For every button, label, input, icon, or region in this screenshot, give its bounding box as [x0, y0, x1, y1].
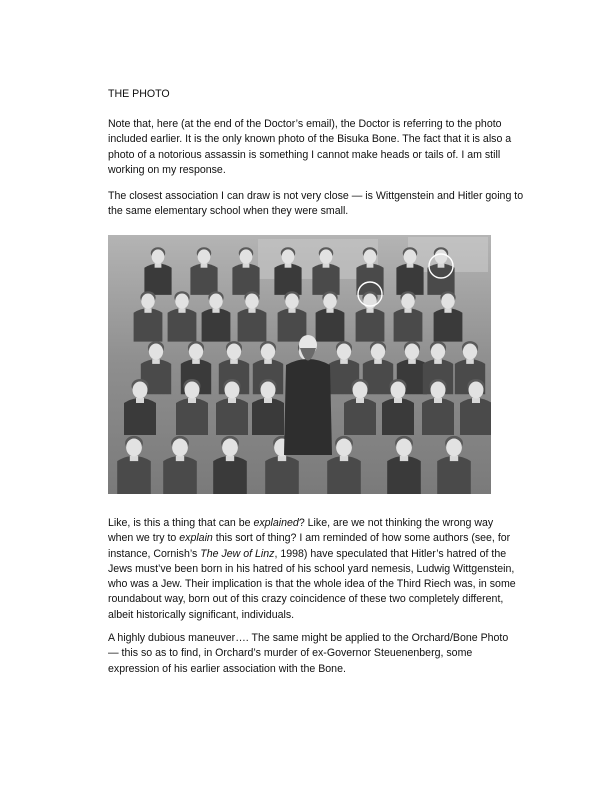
person-face: [261, 382, 276, 399]
person-collar: [407, 263, 414, 267]
person-collar: [155, 263, 162, 267]
person-collar: [285, 263, 292, 267]
person-body: [387, 456, 421, 494]
text-line: [108, 516, 548, 531]
person-collar: [228, 398, 236, 403]
person-body: [278, 308, 307, 341]
person-body: [252, 398, 284, 435]
person-collar: [288, 308, 295, 313]
person-collar: [152, 359, 160, 364]
person-collar: [374, 359, 382, 364]
person-face: [189, 343, 203, 359]
person-collar: [323, 263, 330, 267]
text-line: expression of his earlier association with the Bone.: [108, 662, 346, 675]
person-face: [463, 343, 477, 359]
person-face: [337, 343, 351, 359]
person-body: [434, 308, 463, 341]
text-line: The closest association I can draw is not very close — is Wittgenstein and Hitler going to: [108, 190, 524, 202]
text-line: — this so as to find, in Orchard’s murder of ex-Governor Steuenenberg, some: [108, 647, 473, 660]
person-collar: [130, 456, 138, 461]
person-collar: [212, 308, 219, 313]
person-face: [285, 293, 299, 308]
paragraph-photo-note: [108, 117, 548, 178]
person-face: [185, 382, 200, 399]
text-line: roundabout way, born out of this crazy coincidence of these two completely different,: [108, 593, 504, 606]
person-face: [435, 249, 448, 263]
person-body: [168, 308, 197, 341]
person-collar: [394, 398, 402, 403]
person-body: [356, 263, 383, 294]
person-face: [371, 343, 385, 359]
person-face: [141, 293, 155, 308]
person-body: [176, 398, 208, 435]
person-face: [404, 249, 417, 263]
person-collar: [264, 398, 272, 403]
paragraph-association: [108, 189, 548, 220]
text-line: working on my response.: [108, 163, 226, 176]
text-line: albeit historically significant, individuals.: [108, 608, 295, 621]
person-body: [238, 308, 267, 341]
text-run: when we try to: [108, 532, 180, 545]
person-face: [172, 439, 188, 457]
person-collar: [188, 398, 196, 403]
section-heading: THE PHOTO: [108, 88, 170, 100]
person-face: [320, 249, 333, 263]
person-collar: [243, 263, 250, 267]
text-line: [108, 531, 548, 546]
emphasis: explained: [253, 517, 299, 529]
person-body: [437, 456, 471, 494]
person-collar: [400, 456, 408, 461]
person-collar: [192, 359, 200, 364]
person-body: [202, 308, 231, 341]
person-body: [190, 263, 217, 294]
person-body: [460, 398, 491, 435]
person-body: [163, 456, 197, 494]
person-body: [117, 456, 151, 494]
person-collar: [472, 398, 480, 403]
person-collar: [356, 398, 364, 403]
book-title: The Jew of Linz: [200, 547, 275, 560]
text-line: included earlier. It is the only known photo of the Bisuka Bone. The fact that it is also a: [108, 133, 512, 146]
text-line: Note that, here (at the end of the Doctor’s email), the Doctor is referring to the photo: [108, 118, 502, 130]
person-collar: [230, 359, 238, 364]
text-line: who was a Jew. Their implication is that the whole idea of the Third Riech was, in some: [108, 578, 516, 591]
person-collar: [248, 308, 255, 313]
person-face: [364, 249, 377, 263]
person-face: [225, 382, 240, 399]
text-line: Jews must’ve been born in his hatred of his school yard nemesis, Ludwig Wittgenstein,: [108, 562, 515, 575]
text-line: the same elementary school when they were small.: [108, 205, 349, 218]
person-body: [427, 263, 454, 294]
person-collar: [408, 359, 416, 364]
paragraph-explanation: [108, 516, 548, 623]
school-class-photo: [108, 235, 491, 494]
person-body: [134, 308, 163, 341]
person-collar: [178, 308, 185, 313]
person-body: [382, 398, 414, 435]
person-collar: [176, 456, 184, 461]
person-face: [126, 439, 142, 457]
person-face: [396, 439, 412, 457]
person-body: [124, 398, 156, 435]
person-body: [216, 398, 248, 435]
person-collar: [434, 359, 442, 364]
person-body: [422, 398, 454, 435]
person-body: [396, 263, 423, 294]
person-face: [431, 382, 446, 399]
person-collar: [450, 456, 458, 461]
person-face: [222, 439, 238, 457]
person-body: [265, 456, 299, 494]
text-line: photo of a notorious assassin is something I cannot make heads or tails of. I am still: [108, 148, 501, 161]
person-face: [446, 439, 462, 457]
text-run: Like, is this a thing that can be: [108, 517, 254, 529]
person-face: [209, 293, 223, 308]
person-body: [394, 308, 423, 341]
person-collar: [444, 308, 451, 313]
person-face: [441, 293, 455, 308]
person-body: [213, 456, 247, 494]
text-run: , 1998) have speculated that Hitler’s hatred of the: [274, 547, 507, 560]
person-body: [356, 308, 385, 341]
person-face: [401, 293, 415, 308]
person-face: [152, 249, 165, 263]
person-collar: [434, 398, 442, 403]
person-face: [240, 249, 253, 263]
person-collar: [201, 263, 208, 267]
person-body: [312, 263, 339, 294]
person-face: [431, 343, 445, 359]
person-collar: [340, 359, 348, 364]
person-face: [227, 343, 241, 359]
person-face: [391, 382, 406, 399]
text-run: instance, Cornish’s: [108, 547, 201, 560]
person-body: [232, 263, 259, 294]
person-body: [274, 263, 301, 294]
person-face: [175, 293, 189, 308]
person-collar: [438, 263, 445, 267]
text-line: [108, 547, 548, 562]
emphasis: explain: [179, 532, 213, 545]
person-collar: [264, 359, 272, 364]
person-body: [327, 456, 361, 494]
person-collar: [366, 308, 373, 313]
person-face: [261, 343, 275, 359]
person-body: [316, 308, 345, 341]
school-class-photo-illustration: [108, 235, 491, 494]
person-face: [336, 439, 352, 457]
person-collar: [144, 308, 151, 313]
person-face: [133, 382, 148, 399]
person-collar: [226, 456, 234, 461]
text-run: ? Like, are we not thinking the wrong way: [298, 517, 494, 529]
person-face: [405, 343, 419, 359]
person-collar: [326, 308, 333, 313]
person-collar: [367, 263, 374, 267]
person-face: [282, 249, 295, 263]
person-face: [323, 293, 337, 308]
text-run: this sort of thing? I am reminded of how some authors (see, for: [212, 532, 511, 545]
person-body: [144, 263, 171, 294]
person-face: [353, 382, 368, 399]
person-collar: [404, 308, 411, 313]
person-collar: [466, 359, 474, 364]
paragraph-dubious-maneuver: [108, 631, 548, 677]
person-face: [198, 249, 211, 263]
teacher-body: [284, 359, 332, 455]
person-face: [469, 382, 484, 399]
person-collar: [340, 456, 348, 461]
person-collar: [278, 456, 286, 461]
person-collar: [136, 398, 144, 403]
person-face: [149, 343, 163, 359]
text-line: A highly dubious maneuver…. The same might be applied to the Orchard/Bone Photo: [108, 632, 509, 644]
person-body: [344, 398, 376, 435]
person-face: [245, 293, 259, 308]
